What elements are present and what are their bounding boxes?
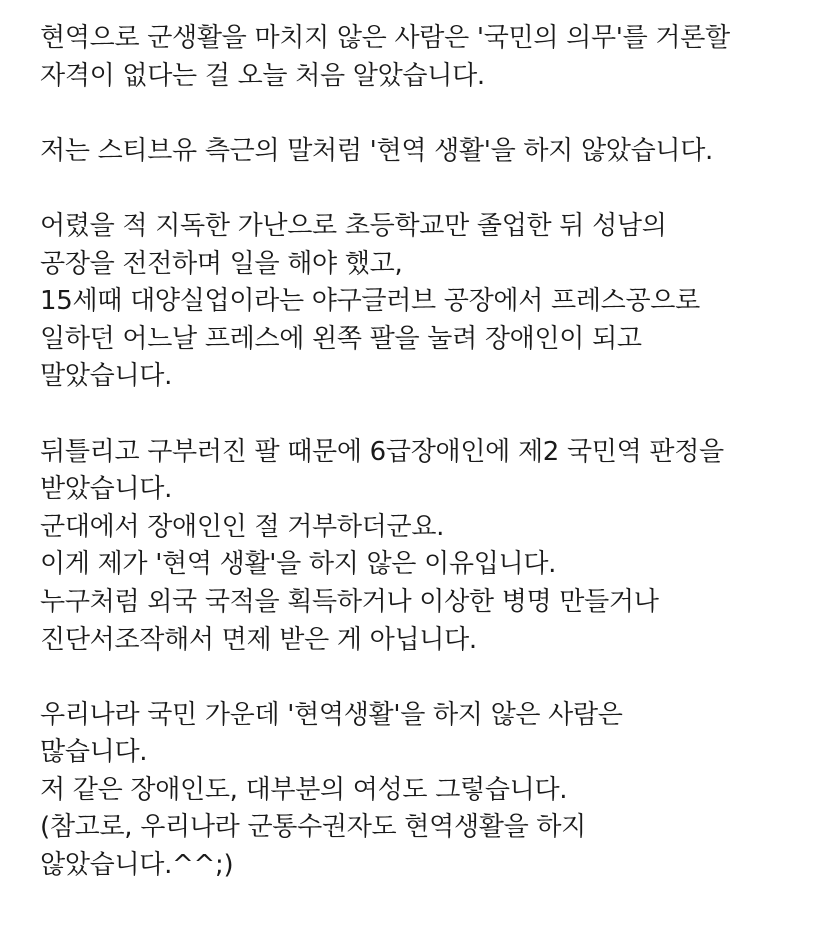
text-line: 저 같은 장애인도, 대부분의 여성도 그렇습니다. xyxy=(40,774,568,805)
paragraph-spacer xyxy=(40,95,820,133)
post-body xyxy=(40,20,820,885)
text-line: 진단서조작해서 면제 받은 게 아닙니다. xyxy=(40,624,477,655)
paragraph-5 xyxy=(40,697,820,885)
text-line: 어렸을 적 지독한 가난으로 초등학교만 졸업한 뒤 성남의 xyxy=(40,210,667,241)
text-line: 않았습니다.^^;) xyxy=(40,850,234,881)
text-line: 이게 제가 '현역 생활'을 하지 않은 이유입니다. xyxy=(40,549,557,580)
text-line: 저는 스티브유 측근의 말처럼 '현역 생활'을 하지 않았습니다. xyxy=(40,135,713,166)
paragraph-spacer xyxy=(40,396,820,434)
text-line: 우리나라 국민 가운데 '현역생활'을 하지 않은 사람은 xyxy=(40,699,623,730)
text-line: 많습니다. xyxy=(40,737,148,768)
text-line: 15세때 대양실업이라는 야구글러브 공장에서 프레스공으로 xyxy=(40,286,700,317)
text-line: 자격이 없다는 걸 오늘 처음 알았습니다. xyxy=(40,60,485,91)
text-line: 말았습니다. xyxy=(40,361,173,392)
text-line: 현역으로 군생활을 마치지 않은 사람은 '국민의 의무'를 거론할 xyxy=(40,23,730,53)
text-line: 공장을 전전하며 일을 해야 했고, xyxy=(40,248,403,279)
text-line: 뒤틀리고 구부러진 팔 때문에 6급장애인에 제2 국민역 판정을 xyxy=(40,436,724,467)
text-line: 일하던 어느날 프레스에 왼쪽 팔을 눌려 장애인이 되고 xyxy=(40,323,642,354)
paragraph-spacer xyxy=(40,170,820,208)
paragraph-3 xyxy=(40,208,820,396)
paragraph-4 xyxy=(40,434,820,660)
paragraph-spacer xyxy=(40,659,820,697)
paragraph-2 xyxy=(40,133,820,171)
text-line: (참고로, 우리나라 군통수권자도 현역생활을 하지 xyxy=(40,812,586,843)
text-line: 누구처럼 외국 국적을 획득하거나 이상한 병명 만들거나 xyxy=(40,586,659,617)
paragraph-1 xyxy=(40,20,820,95)
text-line: 받았습니다. xyxy=(40,474,173,505)
text-line: 군대에서 장애인인 절 거부하더군요. xyxy=(40,511,445,542)
